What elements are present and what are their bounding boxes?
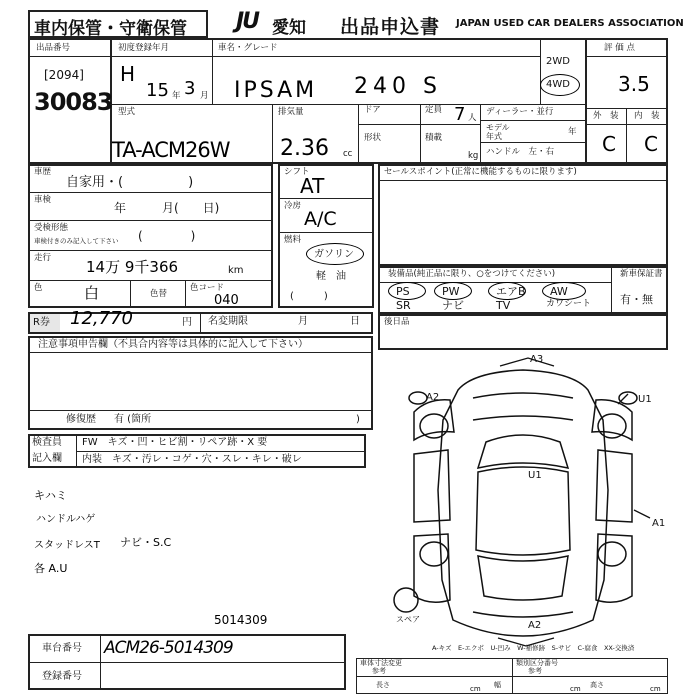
- tax-unit: 円: [182, 317, 192, 328]
- receipt-value: ( ): [138, 229, 196, 243]
- diagram-label-a3: A3: [530, 354, 544, 365]
- fuel-other: ( ): [290, 291, 328, 302]
- wheel-rear-right: [598, 542, 626, 566]
- model-label: 型式: [118, 107, 136, 117]
- receipt-note: 車検付きのみ記入して下さい: [34, 237, 119, 245]
- shift-value: AT: [300, 174, 325, 198]
- vehicle-grade: 240 S: [354, 74, 442, 99]
- remark-1: キハミ: [34, 489, 67, 502]
- car-windshield: [478, 435, 568, 468]
- capacity-label: 定員: [425, 105, 443, 115]
- diagram-label-u1-right: U1: [638, 394, 652, 405]
- remark-4: ナビ・S.C: [120, 536, 172, 549]
- diagram-label-u1-center: U1: [528, 470, 542, 481]
- registration-label: 登録番号: [42, 671, 82, 682]
- diagram-label-a1: A1: [652, 518, 666, 529]
- exterior-label: 外 装: [593, 111, 619, 121]
- cooling-value: A/C: [304, 208, 337, 230]
- equipment-item-6: ナビ: [442, 299, 464, 312]
- inspector-label-2: 記入欄: [32, 453, 62, 464]
- reg-month: 3: [184, 78, 196, 99]
- inspection-value: 年 月( 日): [114, 201, 220, 215]
- color-value: 白: [84, 284, 100, 302]
- color-code-label: 色コード: [190, 283, 225, 293]
- equipment-circle-4: [542, 282, 586, 300]
- reg-year: 15: [146, 80, 169, 101]
- shift-label: シフト: [284, 167, 310, 177]
- remark-5: 各 A.U: [34, 562, 68, 575]
- new-car-label: 新車保証書: [620, 269, 663, 279]
- equipment-label: 装備品(純正品に限り、○をつけてください): [388, 269, 556, 279]
- equipment-item-2: PW: [442, 285, 460, 298]
- storage-label: 車内保管・守衛保管: [34, 19, 187, 39]
- inspector-label-1: 検査員: [32, 437, 62, 448]
- usage-value: 自家用・( ): [66, 175, 194, 190]
- footer-cm-1: cm: [470, 685, 481, 693]
- load-unit: kg: [468, 151, 479, 161]
- repair-close: ): [356, 414, 360, 425]
- damage-legend: A-キズ E-エクボ U-凹み W-補修跡 S-サビ C-腐食 XX-交換済: [432, 644, 635, 652]
- sales-point-label: セールスポイント(正常に機能するものに限ります): [384, 167, 577, 177]
- rating-score: 3.5: [618, 72, 650, 96]
- equipment-item-5: SR: [396, 299, 411, 312]
- tax-value: 12,770: [70, 308, 133, 329]
- new-car-value: 有・無: [620, 293, 653, 306]
- footer-after-label: 車体寸法変更: [360, 659, 402, 667]
- inspection-label: 車検: [34, 195, 52, 205]
- lot-number: 30083: [34, 88, 113, 116]
- inspector-interior-row: 内装 キズ・汚レ・コゲ・穴・スレ・キレ・破レ: [82, 454, 302, 465]
- handle-label: ハンドル 左・右: [486, 147, 555, 157]
- fuel-label: 燃料: [284, 235, 302, 245]
- rating-label: 評 価 点: [604, 43, 635, 53]
- capacity-value: 7: [454, 104, 466, 125]
- load-label: 積載: [425, 133, 443, 143]
- reg-year-suffix: 年: [172, 91, 181, 101]
- fuel-diesel: 軽 油: [316, 271, 346, 282]
- wheel-front-right: [598, 414, 626, 438]
- drive-4wd-circle: [540, 74, 580, 96]
- chassis-label: 車台番号: [42, 643, 82, 654]
- footer-width: 幅: [494, 681, 501, 689]
- displacement-cc: cc: [343, 149, 353, 159]
- diagram-label-a2-top: A2: [426, 392, 440, 403]
- footer-cm-2: cm: [570, 685, 581, 693]
- car-roof: [476, 467, 570, 555]
- aftermarket-block: [378, 314, 668, 350]
- chassis-value: ACM26-5014309: [104, 638, 233, 658]
- mileage-value: 14万 9千366: [86, 258, 179, 276]
- name-change-day: 日: [350, 316, 360, 327]
- equipment-item-3: エアB: [496, 285, 526, 298]
- dealer-label: ディーラー・並行: [486, 107, 554, 117]
- displacement-label: 排気量: [278, 107, 304, 117]
- interior-grade: C: [644, 132, 658, 156]
- wheel-front-left: [420, 414, 448, 438]
- footer-special: 類別区分番号: [516, 659, 558, 667]
- sheet-title: 出品申込書: [340, 16, 441, 38]
- car-diagram: [378, 350, 668, 650]
- shape-label: 形状: [364, 133, 382, 143]
- capacity-unit: 人: [468, 113, 477, 123]
- name-change-label: 名変期限: [208, 316, 248, 327]
- inspector-fw-row: FW キズ・凹・ヒビ割・リペア跡・X 要: [82, 437, 268, 448]
- tax-label: R券: [30, 314, 60, 332]
- equipment-circle-3: [488, 282, 526, 300]
- org-name: 愛知: [272, 18, 306, 38]
- receipt-label: 受検形態: [34, 223, 69, 233]
- drive-4wd: 4WD: [546, 79, 570, 90]
- footer-length: 長さ: [376, 681, 390, 689]
- drive-2wd: 2WD: [546, 56, 570, 67]
- fuel-gas: ガソリン: [314, 249, 354, 260]
- repair-label: 修復歴: [66, 414, 96, 425]
- vehicle-name-label: 車名・グレード: [218, 43, 278, 53]
- equipment-circle-1: [388, 282, 426, 300]
- equipment-circle-2: [434, 282, 472, 300]
- lot-bracket: [2094]: [44, 68, 84, 82]
- vehicle-name: IPSAM: [234, 78, 318, 103]
- reg-era: H: [120, 62, 136, 86]
- aftermarket-label: 後日品: [384, 317, 410, 327]
- wheel-rear-left: [420, 542, 448, 566]
- door-label: ドア: [364, 105, 381, 115]
- footer-ref2: 参考: [528, 667, 542, 675]
- color-change-label: 色替: [150, 289, 168, 299]
- model-year-label: モデル 年式: [486, 123, 510, 141]
- lot-label: 出品番号: [36, 43, 71, 53]
- mileage-label: 走行: [34, 253, 52, 263]
- usage-label: 車歴: [34, 167, 52, 177]
- color-label: 色: [34, 283, 43, 293]
- footer-ref1: 参考: [372, 667, 386, 675]
- name-change-month: 月: [298, 316, 308, 327]
- footer-height: 高さ: [590, 681, 604, 689]
- reg-month-suffix: 月: [200, 91, 209, 101]
- model-value: TA-ACM26W: [112, 138, 230, 162]
- color-code-value: 040: [214, 293, 239, 308]
- footer-cm-3: cm: [650, 685, 661, 693]
- logo-mark: JU: [236, 9, 259, 34]
- interior-label: 内 装: [634, 111, 660, 121]
- spare-tire: [394, 588, 418, 612]
- notes-label: 注意事項申告欄（不具合内容等は具体的に記入して下さい）: [38, 339, 308, 350]
- diagram-label-a2-bottom: A2: [528, 620, 542, 631]
- model-year-unit: 年: [568, 127, 577, 137]
- displacement-value: 2.36: [280, 136, 329, 161]
- car-rear-window: [478, 556, 568, 600]
- equipment-item-1: PS: [396, 285, 410, 298]
- cooling-label: 冷房: [284, 201, 302, 211]
- repair-value: 有 (箇所: [114, 414, 152, 425]
- exterior-grade: C: [602, 132, 616, 156]
- remark-2: ハンドルハゲ: [36, 514, 96, 525]
- equipment-item-7: TV: [496, 299, 511, 312]
- diagram-label-spare: スペア: [396, 615, 420, 624]
- equipment-item-4: AW: [550, 285, 568, 298]
- first-reg-label: 初度登録年月: [118, 43, 170, 53]
- assoc-en: JAPAN USED CAR DEALERS ASSOCIATION: [456, 18, 684, 29]
- equipment-item-8: カワシート: [546, 299, 592, 309]
- car-body-outline: [438, 370, 608, 636]
- remark-3: スタッドレスT: [34, 540, 100, 551]
- mileage-unit: km: [228, 265, 244, 276]
- chassis-pre-written: 5014309: [214, 613, 268, 627]
- fuel-gas-circle: [306, 243, 364, 265]
